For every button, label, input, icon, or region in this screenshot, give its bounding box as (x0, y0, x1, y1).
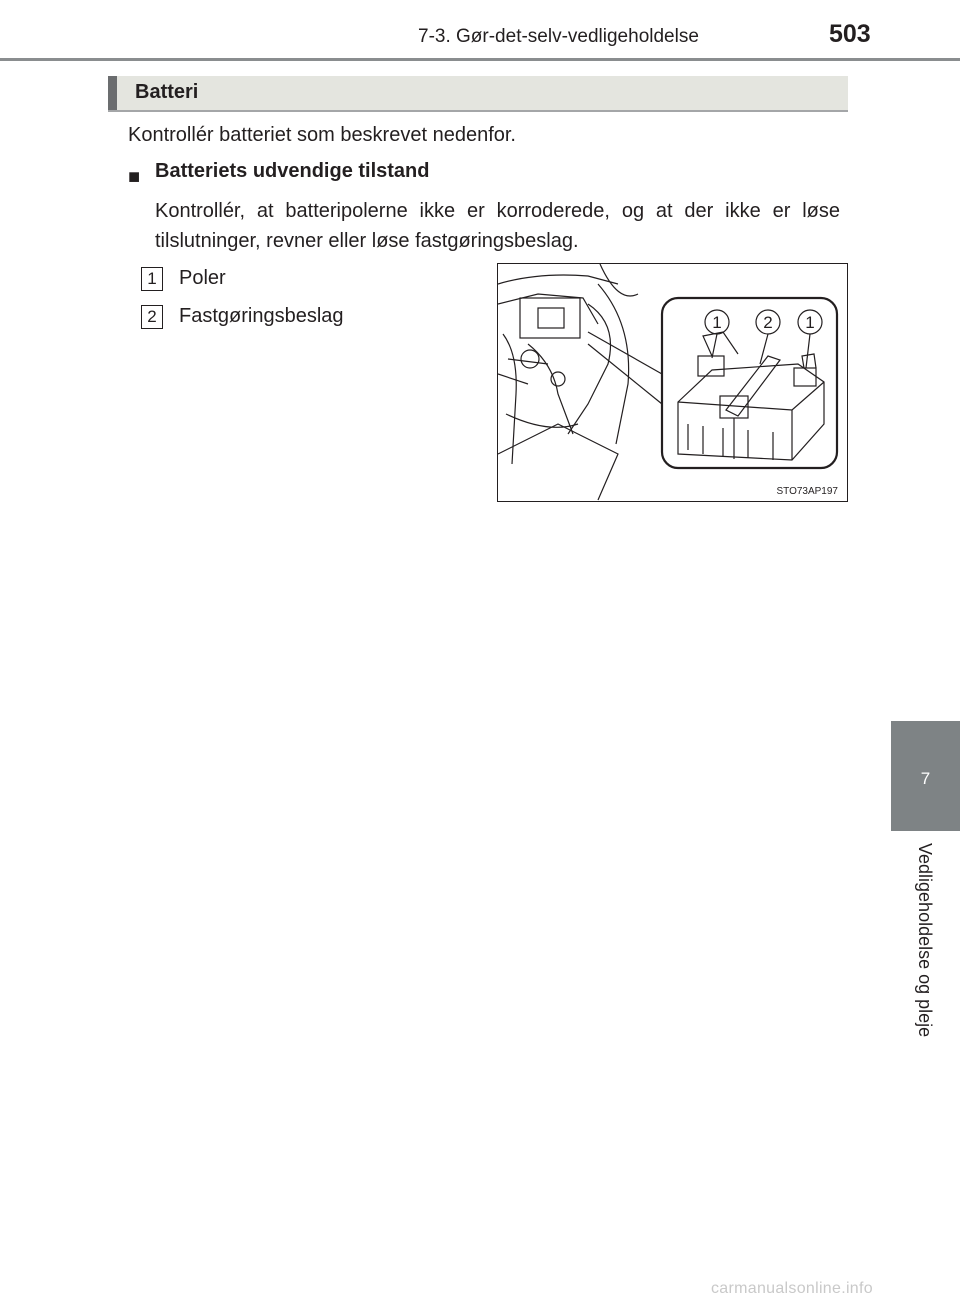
legend-item-label: Poler (179, 267, 226, 289)
watermark: carmanualsonline.info (711, 1280, 873, 1297)
section-title: Batteri (135, 81, 199, 103)
chapter-title: Vedligeholdelse og pleje (915, 843, 935, 1038)
chapter-number: 7 (920, 769, 931, 788)
battery-illustration (497, 263, 848, 502)
square-bullet-icon: ■ (128, 166, 141, 188)
legend-item-number: 2 (141, 305, 163, 329)
section-heading-bar (108, 76, 848, 110)
subsection-title: Batteriets udvendige tilstand (155, 160, 430, 182)
page-number: 503 (829, 20, 871, 48)
intro-text: Kontrollér batteriet som beskrevet nedenfor. (128, 124, 516, 146)
section-divider (108, 110, 848, 112)
subsection-body: Kontrollér, at batteripolerne ikke er korroderede, og at der ikke er løse tilslutninger, revner eller løse fastgøringsbeslag. (155, 200, 840, 252)
callout-labels (498, 264, 847, 501)
header-divider (0, 58, 960, 61)
legend-item-number: 1 (141, 267, 163, 291)
chapter-tab (891, 721, 960, 831)
header-section-title: 7-3. Gør-det-selv-vedligeholdelse (418, 26, 699, 47)
callout-1-left: 1 (712, 313, 722, 332)
figure-code: STO73AP197 (776, 486, 838, 497)
callout-2: 2 (763, 313, 773, 332)
callout-1-right: 1 (805, 313, 815, 332)
legend-item-label: Fastgøringsbeslag (179, 305, 344, 327)
